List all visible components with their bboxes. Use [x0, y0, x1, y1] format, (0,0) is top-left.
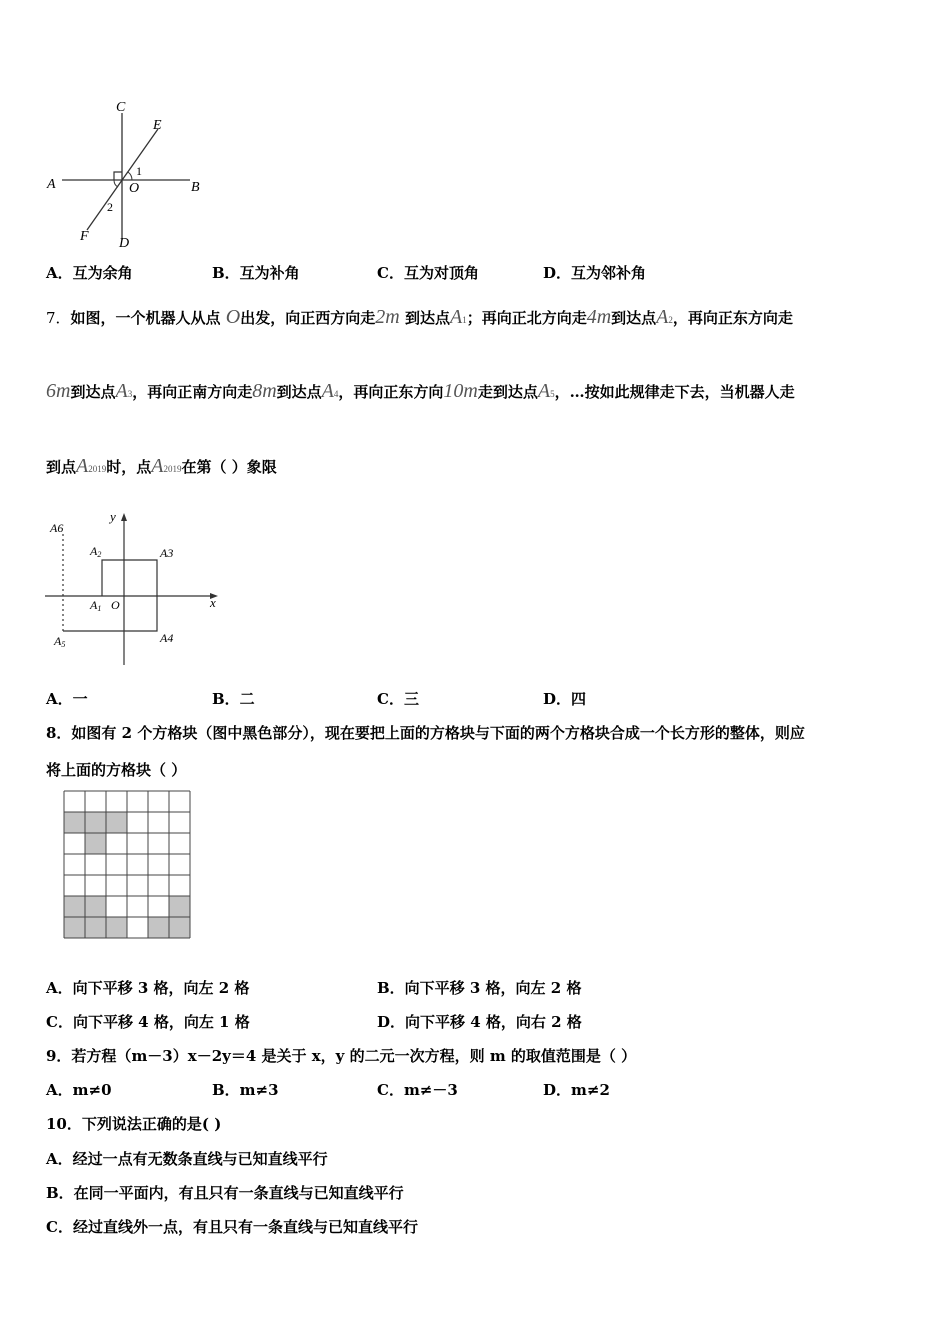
angle1-arc — [128, 172, 132, 180]
q7-text: ；再向正北方向走 — [466, 309, 587, 327]
q8-option-d[interactable]: D．向下平移 4 格，向右 2 格 — [377, 1013, 582, 1031]
grid-figure — [63, 790, 195, 942]
point-subscript: 3 — [127, 389, 133, 399]
label-f: F — [80, 229, 89, 244]
shaded-cell — [85, 896, 106, 917]
shaded-cell — [64, 896, 85, 917]
distance-8m: 8m — [252, 380, 277, 402]
label-e: E — [153, 118, 162, 133]
label-x: x — [210, 595, 216, 610]
q10-option-c[interactable]: C．经过直线外一点，有且只有一条直线与已知直线平行 — [46, 1218, 418, 1236]
point-a4 — [322, 380, 339, 402]
label-letter: A — [54, 634, 62, 648]
q7-option-c[interactable]: C．三 — [377, 690, 419, 708]
label-subscript: 5 — [61, 640, 66, 649]
label-a6: A6 — [50, 521, 64, 535]
q7-text: 出发，向正西方向走 — [240, 309, 376, 327]
q7-text: 在第（ ）象限 — [181, 458, 277, 476]
q8-option-a[interactable]: A．向下平移 3 格，向左 2 格 — [46, 979, 250, 997]
point-subscript: 2019 — [163, 464, 182, 474]
q6-option-a[interactable]: A．互为余角 — [46, 264, 133, 282]
label-1: 1 — [136, 164, 142, 178]
q7-text: 到达点 — [404, 309, 450, 327]
q7-text: 到点 — [46, 458, 77, 476]
distance-6m: 6m — [46, 380, 71, 402]
shaded-cell — [169, 917, 190, 938]
q7-text: 到达点 — [611, 309, 657, 327]
label-origin: O — [111, 598, 120, 612]
point-subscript: 5 — [550, 389, 555, 399]
q7-text: 走到达点 — [477, 383, 538, 401]
point-o: O — [225, 306, 241, 328]
shaded-cell — [85, 917, 106, 938]
label-c: C — [116, 100, 126, 115]
q6-option-b[interactable]: B．互为补角 — [212, 264, 300, 282]
angle-figure — [40, 95, 220, 255]
q7-text: ，再向正东方向走 — [672, 309, 793, 327]
shaded-cell — [148, 917, 169, 938]
q10-option-a[interactable]: A．经过一点有无数条直线与已知直线平行 — [46, 1150, 328, 1168]
label-letter: A — [90, 598, 98, 612]
shaded-cell — [106, 812, 127, 833]
label-d: D — [119, 236, 130, 251]
q7-text: ，再向正南方向走 — [132, 383, 253, 401]
label-subscript: 1 — [97, 604, 102, 613]
right-angle-mark — [114, 172, 122, 180]
q7-text: ，…按如此规律走下去，当机器人走 — [554, 383, 795, 401]
q9-text: 9．若方程（m－3）x－2y＝4 是关于 x，y 的二元一次方程，则 m 的取值范围是（ ） — [46, 1047, 637, 1065]
distance-2m: 2m — [375, 306, 400, 328]
label-letter: A — [90, 544, 98, 558]
y-axis-arrow — [121, 513, 127, 521]
q9-option-a[interactable]: A．m≠0 — [46, 1081, 112, 1099]
q8-line1: 8．如图有 2 个方格块（图中黑色部分），现在要把上面的方格块与下面的两个方格块合成一个长方形的整体，则应 — [46, 724, 805, 742]
shaded-cell — [169, 896, 190, 917]
q7-text: 时，点 — [106, 458, 152, 476]
point-label: A — [151, 455, 164, 477]
label-a1 — [89, 598, 101, 613]
shaded-cell — [85, 812, 106, 833]
shaded-cell — [64, 917, 85, 938]
q9-option-b[interactable]: B．m≠3 — [212, 1081, 279, 1099]
point-label: A — [449, 306, 463, 328]
q10-text: 10．下列说法正确的是( ) — [46, 1115, 222, 1133]
point-a2019 — [76, 455, 106, 477]
label-a: A — [47, 177, 56, 192]
q10-option-b[interactable]: B．在同一平面内，有且只有一条直线与已知直线平行 — [46, 1184, 404, 1202]
q7-line3 — [46, 449, 277, 486]
distance-4m: 4m — [586, 306, 612, 328]
q7-line1 — [46, 300, 793, 337]
q9-option-c[interactable]: C．m≠－3 — [377, 1081, 458, 1099]
point-subscript: 2019 — [88, 464, 107, 474]
q7-line2 — [46, 374, 795, 411]
q7-number: 7． — [46, 309, 71, 327]
q9-option-d[interactable]: D．m≠2 — [543, 1081, 610, 1099]
label-a2 — [89, 544, 101, 559]
point-subscript: 2 — [668, 315, 673, 325]
q7-option-d[interactable]: D．四 — [543, 690, 587, 708]
distance-10m: 10m — [443, 380, 478, 402]
point-a2 — [656, 306, 673, 328]
label-b: B — [191, 180, 200, 195]
point-a3 — [115, 380, 132, 402]
label-subscript: 2 — [97, 550, 102, 559]
q7-option-b[interactable]: B．二 — [212, 690, 255, 708]
point-a1 — [450, 306, 467, 328]
point-label: A — [537, 380, 551, 402]
label-a4: A4 — [160, 631, 174, 645]
q8-option-c[interactable]: C．向下平移 4 格，向左 1 格 — [46, 1013, 250, 1031]
q7-text: 到达点 — [276, 383, 322, 401]
shaded-cell — [64, 812, 85, 833]
robot-path-figure — [40, 505, 230, 670]
label-o: O — [129, 181, 140, 196]
point-label: A — [115, 380, 128, 402]
q8-option-b[interactable]: B．向下平移 3 格，向左 2 格 — [377, 979, 582, 997]
label-2: 2 — [107, 200, 113, 214]
label-a5 — [53, 634, 65, 649]
shaded-cell — [106, 917, 127, 938]
q7-option-a[interactable]: A．一 — [46, 690, 88, 708]
q8-line2: 将上面的方格块（ ） — [46, 761, 187, 779]
label-a3: A3 — [160, 546, 174, 560]
q7-text: 如图，一个机器人从点 — [70, 309, 221, 327]
point-a2019-second — [151, 455, 181, 477]
point-label: A — [656, 306, 669, 328]
shaded-cell — [85, 833, 106, 854]
q6-option-d[interactable]: D．互为邻补角 — [543, 264, 647, 282]
point-subscript: 4 — [333, 389, 339, 399]
q7-text: 到达点 — [70, 383, 116, 401]
point-label: A — [76, 455, 89, 477]
label-y: y — [110, 509, 116, 524]
q7-text: ，再向正东方向 — [338, 383, 444, 401]
point-subscript: 1 — [462, 315, 467, 325]
q6-option-c[interactable]: C．互为对顶角 — [377, 264, 479, 282]
point-label: A — [321, 380, 334, 402]
point-a5 — [538, 380, 555, 402]
